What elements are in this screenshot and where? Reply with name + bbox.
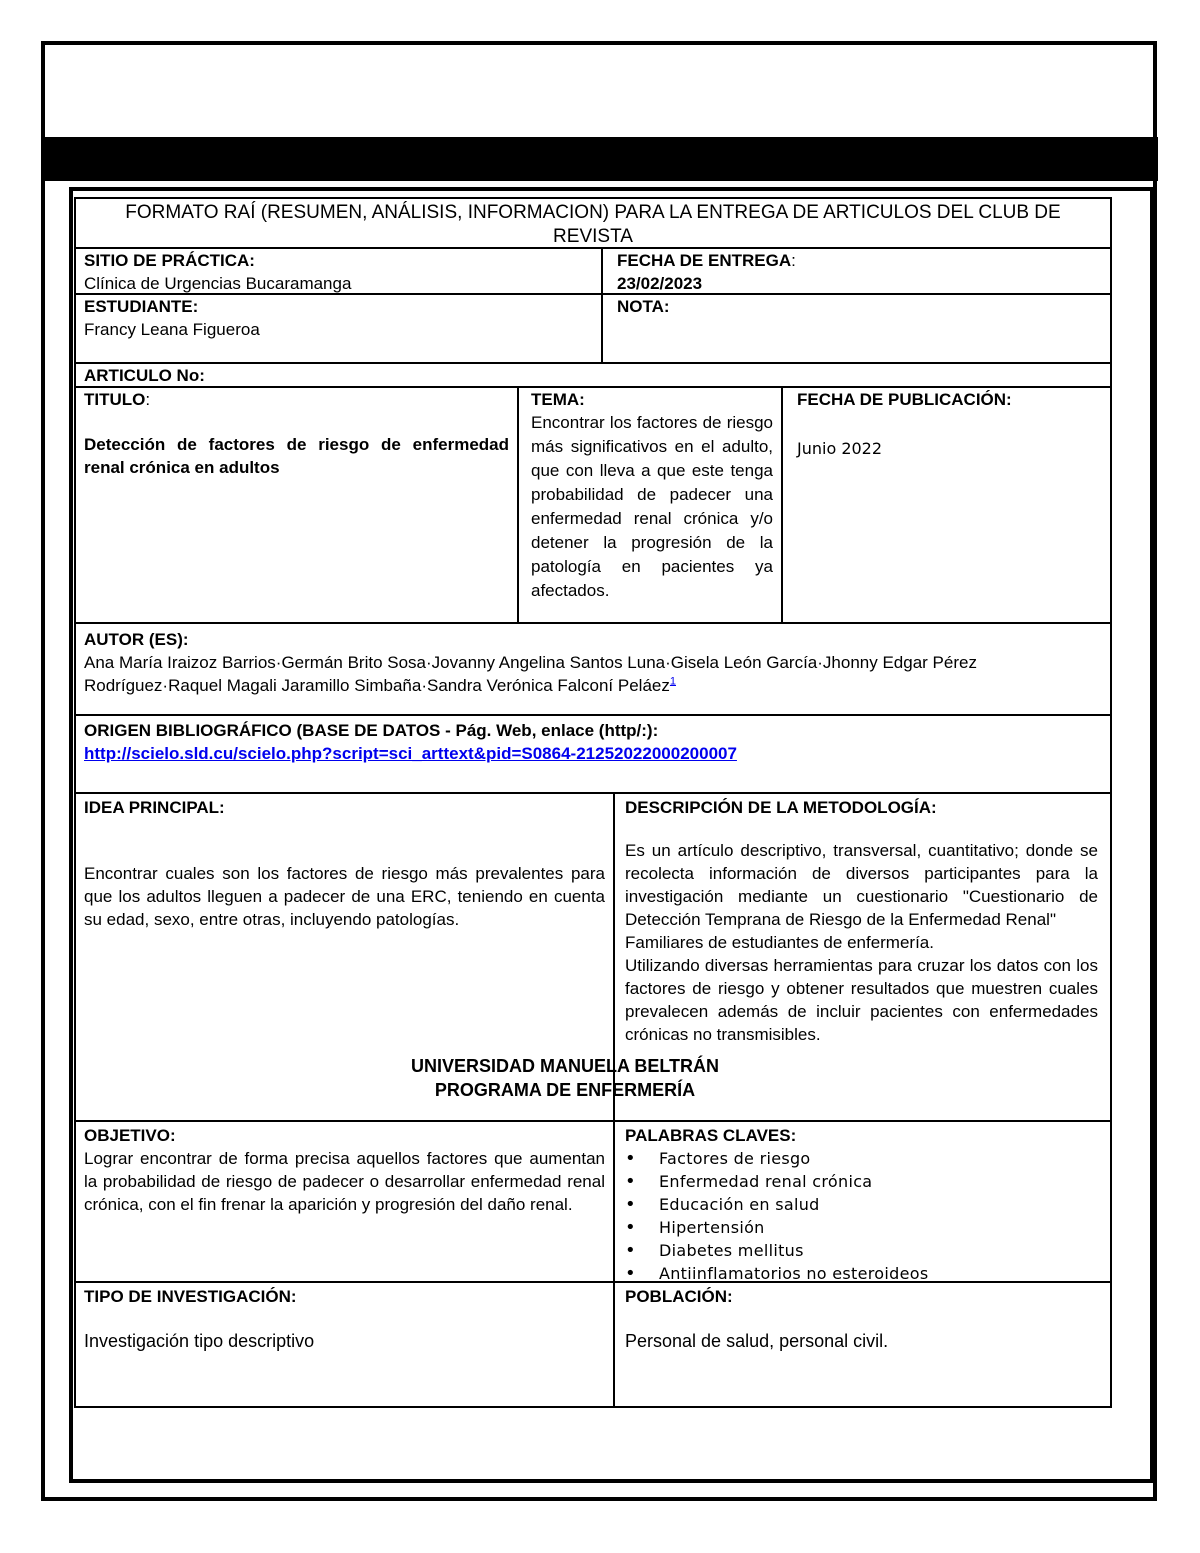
article-cell bbox=[74, 362, 1112, 388]
authors-value: Ana María Iraizoz Barrios·Germán Brito Sosa·Jovanny Angelina Santos Luna·Gisela León García·Jhonny Edgar Pérez Rodríguez·Raquel Magali Jaramillo Simbaña·Sandra Verónica Falconí Peláez bbox=[84, 653, 977, 695]
objective-cell bbox=[74, 1120, 615, 1283]
keywords-list bbox=[625, 1147, 1098, 1285]
research-type-value: Investigación tipo descriptivo bbox=[84, 1331, 315, 1351]
site-cell bbox=[74, 247, 603, 295]
origin-link[interactable]: http://scielo.sld.cu/scielo.php?script=sci_arttext&pid=S0864-21252022000200007 bbox=[84, 744, 737, 763]
theme-cell bbox=[517, 386, 783, 624]
authors-footnote[interactable]: 1 bbox=[669, 675, 676, 688]
pubdate-cell bbox=[781, 386, 1112, 624]
theme-value: Encontrar los factores de riesgo más significativos en el adulto, que con lleva a que este tenga probabilidad de padecer una enfermedad renal crónica y/o detener la progresión de la patología en pacientes ya afectados. bbox=[531, 413, 773, 600]
theme-label: TEMA: bbox=[531, 390, 585, 409]
method-p3: Utilizando diversas herramientas para cruzar los datos con los factores de riesgo y obtener resultados que muestren cuales prevalecen además de incluir pacientes con enfermedades crónicas no transmisibles. bbox=[625, 956, 1098, 1044]
university-name: UNIVERSIDAD MANUELA BELTRÁN bbox=[411, 1056, 719, 1076]
student-value: Francy Leana Figueroa bbox=[84, 320, 260, 339]
keywords-label: PALABRAS CLAVES: bbox=[625, 1126, 797, 1145]
method-p2: Familiares de estudiantes de enfermería. bbox=[625, 933, 934, 952]
site-label: SITIO DE PRÁCTICA: bbox=[84, 251, 255, 270]
keywords-cell bbox=[613, 1120, 1112, 1283]
origin-cell bbox=[74, 714, 1112, 794]
keyword-item: • Enfermedad renal crónica bbox=[625, 1170, 1098, 1193]
title-cell bbox=[74, 386, 519, 624]
main-idea-label: IDEA PRINCIPAL: bbox=[84, 798, 225, 817]
method-p1: Es un artículo descriptivo, transversal, cuantitativo; donde se recolecta información de diversos participantes para la investigación mediante un cuestionario "Cuestionario de Detección Temprana de Riesgo de la Enfermedad Renal" bbox=[625, 841, 1098, 929]
origin-label: ORIGEN BIBLIOGRÁFICO (BASE DE DATOS - Pág. Web, enlace (http/:): bbox=[84, 721, 659, 740]
objective-label: OBJETIVO: bbox=[84, 1126, 176, 1145]
objective-value: Lograr encontrar de forma precisa aquellos factores que aumentan la probabilidad de riesgo de padecer o desarrollar enfermedad renal crónica, con el fin frenar la aparición y progresión del daño renal. bbox=[84, 1149, 605, 1214]
delivery-colon: : bbox=[791, 251, 796, 270]
grade-cell bbox=[601, 293, 1112, 364]
article-label: ARTICULO No: bbox=[84, 366, 205, 385]
title-label: TITULO bbox=[84, 390, 146, 409]
population-value: Personal de salud, personal civil. bbox=[625, 1331, 889, 1351]
keyword-item: • Antiinflamatorios no esteroideos bbox=[625, 1262, 1098, 1285]
method-label: DESCRIPCIÓN DE LA METODOLOGÍA: bbox=[625, 798, 937, 817]
research-type-label: TIPO DE INVESTIGACIÓN: bbox=[84, 1287, 297, 1306]
delivery-value: 23/02/2023 bbox=[617, 274, 703, 293]
keyword-item: • Hipertensión bbox=[625, 1216, 1098, 1239]
pubdate-value: Junio 2022 bbox=[797, 439, 883, 458]
grade-label: NOTA: bbox=[617, 297, 670, 316]
pubdate-label: FECHA DE PUBLICACIÓN: bbox=[797, 390, 1012, 409]
delivery-cell bbox=[601, 247, 1112, 295]
program-name: PROGRAMA DE ENFERMERÍA bbox=[434, 1080, 696, 1100]
keyword-item: • Educación en salud bbox=[625, 1193, 1098, 1216]
student-label: ESTUDIANTE: bbox=[84, 297, 199, 316]
authors-cell bbox=[74, 622, 1112, 716]
keyword-item: • Factores de riesgo bbox=[625, 1147, 1098, 1170]
student-cell bbox=[74, 293, 603, 364]
form-title bbox=[74, 197, 1112, 249]
header-band bbox=[44, 137, 1158, 181]
form-title-text: FORMATO RAÍ (RESUMEN, ANÁLISIS, INFORMACION) PARA LA ENTREGA DE ARTICULOS DEL CLUB DE REVISTA bbox=[125, 202, 1061, 247]
delivery-label: FECHA DE ENTREGA bbox=[617, 251, 792, 270]
population-label: POBLACIÓN: bbox=[625, 1287, 733, 1306]
site-value: Clínica de Urgencias Bucaramanga bbox=[84, 274, 352, 293]
keyword-item: • Diabetes mellitus bbox=[625, 1239, 1098, 1262]
authors-label: AUTOR (ES): bbox=[84, 630, 189, 649]
main-idea-value: Encontrar cuales son los factores de riesgo más prevalentes para que los adultos lleguen a padecer de una ERC, teniendo en cuenta su edad, sexo, entre otras, incluyendo patologías. bbox=[84, 864, 605, 929]
title-colon: : bbox=[145, 390, 151, 409]
research-type-cell bbox=[74, 1281, 615, 1408]
article-title: Detección de factores de riesgo de enfermedad renal crónica en adultos bbox=[84, 435, 509, 477]
university-header bbox=[330, 1054, 800, 1102]
population-cell bbox=[613, 1281, 1112, 1408]
